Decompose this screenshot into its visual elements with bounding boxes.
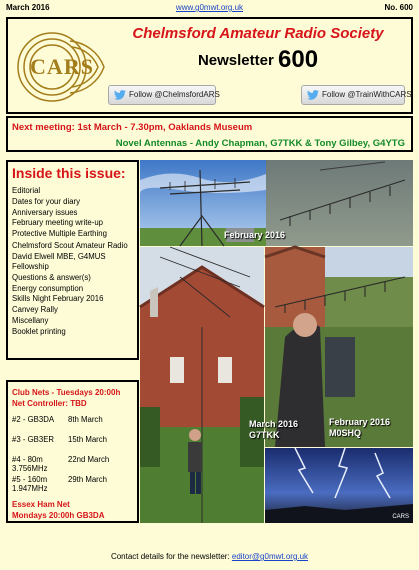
essex-line-2: Mondays 20:00h GB3DA: [12, 511, 105, 520]
church-photo-image: [140, 247, 264, 523]
caption-m0shq-call: M0SHQ: [329, 428, 362, 438]
net-label: #3 - GB3ER: [12, 435, 55, 444]
net-date: 29th March: [68, 475, 108, 484]
follow1-label: Follow @ChelmsfordARS: [129, 90, 220, 99]
m0shq-photo: [265, 247, 413, 447]
next-meeting-box: [6, 116, 413, 152]
contents-list: [8, 184, 137, 338]
net-label: #2 - GB3DA: [12, 415, 55, 424]
cars-logo: [14, 27, 110, 107]
society-name: Chelmsford Amateur Radio Society: [132, 25, 384, 42]
newsletter-title: [111, 46, 405, 74]
masthead: [6, 17, 413, 114]
small-cars-logo: CARS: [392, 514, 409, 520]
church-photo: [140, 247, 264, 523]
contents-item: Skills Night February 2016: [12, 294, 104, 304]
antenna-photo: [140, 160, 413, 246]
net-date: 15th March: [68, 435, 108, 444]
nets-heading-1: Club Nets - Tuesdays 20:00h: [12, 388, 121, 397]
logo-text: CARS: [30, 54, 94, 79]
follow2-label: Follow @TrainWithCARS: [322, 90, 412, 99]
contents-item: Fellowship: [12, 261, 49, 271]
twitter-bird-icon: [307, 90, 319, 100]
caption-g7tkk-call: G7TKK: [249, 430, 280, 440]
issue-number: No. 600: [384, 3, 413, 12]
issue-date: March 2016: [6, 3, 50, 12]
net-label: #4 - 80m 3.756MHz: [12, 455, 48, 473]
table-row: [12, 475, 109, 495]
contents-item: Questions & answer(s): [12, 272, 91, 282]
follow-chelmsfordars-button[interactable]: [108, 85, 220, 105]
nets-heading-2: Net Controller: TBD: [12, 399, 87, 408]
follow-trainwithcars-button[interactable]: [301, 85, 412, 105]
net-label: #5 - 160m 1.947MHz: [12, 475, 48, 493]
contents-item: Dates for your diary: [12, 196, 81, 206]
contents-item: Energy consumption: [12, 283, 84, 293]
contents-item: February meeting write-up: [12, 218, 104, 228]
contents-item: Booklet printing: [12, 326, 66, 336]
contents-item: Anniversary issues: [12, 207, 78, 217]
table-row: [12, 415, 109, 435]
essex-line-1: Essex Ham Net: [12, 500, 70, 509]
twitter-bird-icon: [114, 90, 126, 100]
net-date: 22nd March: [68, 455, 110, 464]
caption-feb-2016: February 2016: [224, 230, 286, 240]
nets-table: [12, 415, 109, 495]
contents-box: [6, 160, 139, 360]
caption-g7tkk: [249, 419, 298, 441]
caption-m0shq: [329, 417, 390, 439]
contents-item: Canvey Rally: [12, 305, 58, 315]
club-nets-box: [6, 380, 139, 523]
lightning-photo-image: [265, 448, 413, 523]
essex-ham-net: [8, 495, 137, 521]
contents-item: David Elwell MBE, G4MUS: [12, 251, 106, 261]
footer: [0, 552, 419, 561]
editor-email-link[interactable]: editor@g0mwt.org.uk: [231, 552, 309, 561]
photo-collage: [140, 160, 413, 523]
table-row: [12, 455, 109, 475]
caption-g7tkk-date: March 2016: [249, 419, 299, 429]
caption-m0shq-date: February 2016: [329, 417, 391, 427]
contents-title: Inside this issue:: [12, 165, 126, 181]
contents-item: Miscellany: [12, 315, 49, 325]
nets-heading: [8, 382, 137, 409]
newsletter-label: Newsletter: [197, 52, 274, 69]
top-line: [6, 3, 413, 15]
contents-item: Protective Multiple Earthing: [12, 229, 107, 239]
website-link[interactable]: www.g0mwt.org.uk: [175, 3, 244, 12]
table-row: [12, 435, 109, 455]
contents-item: Editorial: [12, 186, 41, 195]
contents-item: Chelmsford Scout Amateur Radio: [12, 240, 128, 250]
newsletter-number: 600: [278, 46, 319, 73]
net-date: 8th March: [68, 415, 103, 424]
next-meeting-line: Next meeting: 1st March - 7.30pm, Oaklands Museum: [12, 122, 253, 133]
footer-text: Contact details for the newsletter:: [110, 552, 230, 561]
meeting-topic-line: Novel Antennas - Andy Chapman, G7TKK & Tony Gilbey, G4YTG: [115, 138, 405, 149]
